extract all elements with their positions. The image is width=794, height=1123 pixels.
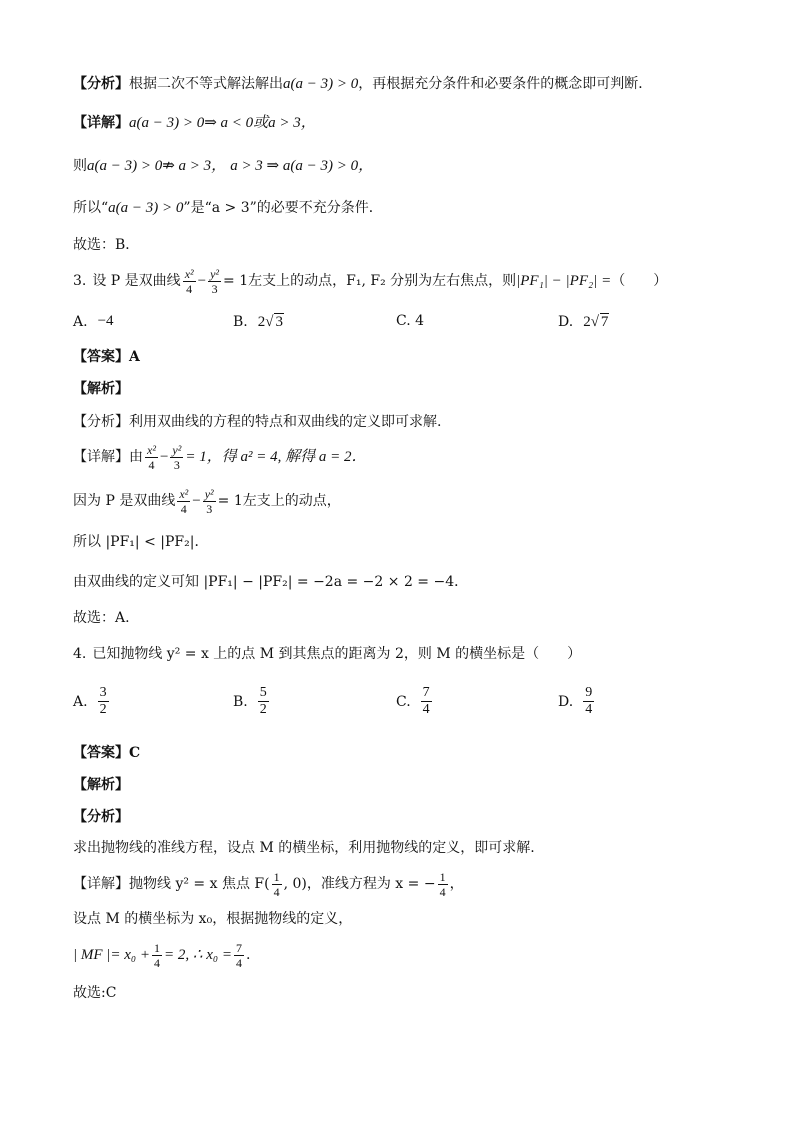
q4-detail bbox=[73, 868, 464, 900]
q3-def-line: 由双曲线的定义可知 |PF₁| − |PF₂| = −2a = −2 × 2 = −4． bbox=[73, 574, 469, 590]
q3-frac-y: $\frac{\text{y²}}{3}$ bbox=[172, 442, 182, 472]
q3-jiexi: 【解析】 bbox=[73, 381, 129, 397]
q3-option-d: D. 2 √ 7 bbox=[558, 313, 609, 330]
analysis-text: 根据二次不等式解法解出 bbox=[129, 76, 283, 92]
q3-choose: 故选：A. bbox=[73, 610, 130, 626]
q3-eq1: = 1左支上的动点， bbox=[223, 273, 347, 289]
s1-choose: 故选：B． bbox=[73, 237, 140, 253]
q4-mf-a: | MF |= x₀ + bbox=[73, 947, 151, 963]
q3-number: 3. bbox=[73, 273, 87, 289]
s1-analysis-line bbox=[73, 72, 652, 96]
q3-option-c: C. 4 bbox=[396, 313, 425, 329]
math-expr: ⇏ a > 3， bbox=[162, 158, 227, 174]
q4-number: 4. bbox=[73, 646, 87, 662]
q3-text-b: F₁, F₂ 分别为左右焦点，则 bbox=[346, 273, 517, 289]
math-expr: ⇒ a < 0或a > 3， bbox=[204, 115, 316, 131]
minus-sign: − bbox=[192, 493, 201, 509]
analysis-text: ，再根据充分条件和必要条件的概念即可判断． bbox=[358, 76, 653, 92]
q4-option-b: B. $\frac{5}{2}$ bbox=[233, 685, 267, 717]
q3-frac-x: $\frac{\text{x²}}{4}$ bbox=[184, 266, 194, 296]
math-expr: a > 3 ⇒ a(a − 3) > 0， bbox=[230, 158, 374, 174]
q3-detail-eq: = 1，得 a² = 4, 解得 a = 2． bbox=[185, 449, 367, 465]
q3-because bbox=[73, 486, 341, 516]
q3-frac-x: $\frac{\text{x²}}{4}$ bbox=[147, 442, 156, 472]
q3-abs-expr: |PF₁| − |PF₂| = bbox=[516, 273, 612, 289]
q4-focus-frac: $\frac{1}{4}$ bbox=[273, 869, 280, 899]
q4-answer: 【答案】C bbox=[73, 745, 141, 761]
q4-analysis-tag: 【分析】 bbox=[73, 809, 129, 825]
q3-frac-x: $\frac{\text{x²}}{4}$ bbox=[179, 486, 189, 516]
q4-text: 已知抛物线 y² = x 上的点 M 到其焦点的距离为 2，则 M 的横坐标是（ ） bbox=[92, 646, 582, 662]
q3-because-b: = 1左支上的动点， bbox=[217, 493, 341, 509]
q3-frac-y: $\frac{\text{y²}}{3}$ bbox=[204, 486, 214, 516]
q4-detail-a: 【详解】抛物线 y² = x 焦点 F( bbox=[73, 876, 270, 892]
analysis-tag: 【分析】 bbox=[73, 76, 129, 92]
s1-so-line bbox=[73, 196, 383, 220]
q4-mf-end: . bbox=[245, 947, 251, 963]
q3-option-a: A. −4 bbox=[73, 313, 114, 330]
q4-choose: 故选:C bbox=[73, 985, 117, 1001]
minus-sign: − bbox=[197, 273, 207, 289]
q4-option-c: C. $\frac{7}{4}$ bbox=[396, 685, 430, 717]
q3-analysis: 【分析】利用双曲线的方程的特点和双曲线的定义即可求解. bbox=[73, 414, 442, 430]
q4-detail-c: ， bbox=[449, 876, 464, 892]
so-mid: ”是“a > 3”的必要不充分条件． bbox=[183, 200, 383, 216]
math-expr: a(a − 3) > 0 bbox=[87, 158, 163, 174]
q3-detail-tag: 【详解】由 bbox=[73, 449, 143, 465]
math-expr: a(a − 3) > 0 bbox=[108, 200, 184, 216]
math-expr: a(a − 3) > 0 bbox=[129, 115, 205, 131]
q3-paren: （ ） bbox=[611, 273, 668, 289]
q4-detail-b: , 0)，准线方程为 x = − bbox=[283, 876, 436, 892]
sqrt-icon: √ bbox=[265, 313, 274, 330]
q3-option-b: B. 2 √ 3 bbox=[233, 313, 283, 330]
q3-so-line: 所以 |PF₁| < |PF₂|． bbox=[73, 534, 209, 550]
q4-option-a: A. $\frac{3}{2}$ bbox=[73, 685, 107, 717]
minus-sign: − bbox=[159, 449, 169, 465]
q4-option-d: D. $\frac{9}{4}$ bbox=[558, 685, 593, 717]
q4-analysis-text: 求出抛物线的准线方程，设点 M 的横坐标，利用抛物线的定义，即可求解. bbox=[73, 840, 535, 856]
q4-stem bbox=[73, 642, 581, 666]
q4-directrix-frac: $\frac{1}{4}$ bbox=[439, 869, 446, 899]
s1-detail-line bbox=[73, 111, 316, 135]
q3-because-a: 因为 P 是双曲线 bbox=[73, 493, 176, 509]
q4-res-frac: $\frac{7}{4}$ bbox=[235, 940, 242, 970]
q4-mf-b: = 2, ∴ x₀ = bbox=[164, 947, 232, 963]
q3-answer: 【答案】A bbox=[73, 349, 140, 365]
math-expr: a(a − 3) > 0 bbox=[283, 76, 359, 92]
q4-set-line: 设点 M 的横坐标为 x₀，根据抛物线的定义， bbox=[73, 911, 353, 927]
q4-mf-frac: $\frac{1}{4}$ bbox=[154, 940, 161, 970]
sqrt-icon: √ bbox=[590, 313, 599, 330]
then-prefix: 则 bbox=[73, 158, 87, 174]
so-prefix: 所以“ bbox=[73, 200, 109, 216]
detail-tag: 【详解】 bbox=[73, 115, 129, 131]
q3-frac-y: $\frac{\text{y²}}{3}$ bbox=[210, 266, 220, 296]
q3-text-a: 设 P 是双曲线 bbox=[92, 273, 181, 289]
q3-stem bbox=[73, 267, 667, 295]
s1-then-line bbox=[73, 154, 373, 178]
q3-detail bbox=[73, 442, 366, 472]
q4-mf-line bbox=[73, 938, 250, 972]
q4-jiexi: 【解析】 bbox=[73, 777, 129, 793]
